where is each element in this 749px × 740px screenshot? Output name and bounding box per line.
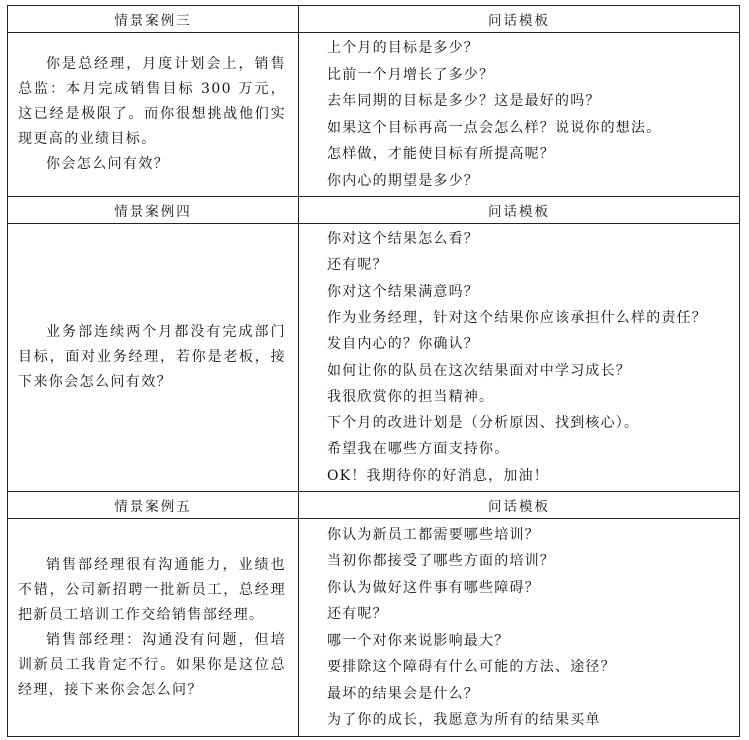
scenario-paragraph: 你是总经理，月度计划会上，销售总监：本月完成销售目标 300 万元，这已经是极限了。而你很想挑战他们实现更高的业绩目标。 — [18, 56, 286, 147]
question-item: 如何让你的队员在这次结果面对中学习成长？ — [327, 362, 631, 379]
scenario-header: 情景案例四 — [8, 197, 299, 224]
scenario-text — [8, 224, 299, 492]
question-item: 你内心的期望是多少？ — [327, 172, 479, 189]
question-list — [299, 224, 740, 492]
question-item: 发自内心的？你确认？ — [327, 336, 479, 353]
question-item: 还有呢？ — [327, 257, 388, 274]
template-header: 问话模板 — [299, 492, 740, 519]
question-item: 当初你都接受了哪些方面的培训？ — [327, 553, 555, 569]
question-item: 上个月的目标是多少？ — [327, 40, 479, 56]
question-item: OK！我期待你的好消息，加油！ — [327, 467, 549, 484]
question-item: 希望我在哪些方面支持你。 — [327, 441, 510, 458]
scenario-header: 情景案例五 — [8, 492, 299, 519]
question-item: 怎样做，才能使目标有所提高呢？ — [327, 146, 555, 162]
question-list — [299, 519, 740, 737]
scenario-paragraph: 销售部经理很有沟通能力，业绩也不错，公司新招聘一批新员工，总经理把新员工培训工作交给销售部经理。 — [18, 556, 286, 623]
scenario-text — [8, 519, 299, 737]
scenario-paragraph: 业务部连续两个月都没有完成部门目标，面对业务经理，若你是老板，接下来你会怎么问有效？ — [18, 324, 286, 390]
question-list — [299, 33, 740, 197]
question-item: 你认为新员工都需要哪些培训？ — [327, 526, 540, 543]
question-item: 还有呢？ — [327, 606, 388, 622]
question-item: 哪一个对你来说影响最大？ — [327, 632, 510, 649]
section-header-row — [8, 197, 740, 224]
question-item: 你对这个结果满意吗？ — [327, 283, 479, 300]
question-item: 你对这个结果怎么看？ — [327, 231, 479, 248]
question-item: 要排除这个障碍有什么可能的方法、途径？ — [327, 659, 616, 675]
scenario-header: 情景案例三 — [8, 6, 299, 33]
question-item: 你认为做好这件事有哪些障碍？ — [327, 579, 540, 596]
scenario-text — [8, 33, 299, 197]
scenario-paragraph: 销售部经理：沟通没有问题，但培训新员工我肯定不行。如果你是这位总经理，接下来你会怎么问？ — [18, 631, 286, 698]
section-header-row — [8, 6, 740, 33]
question-item: 下个月的改进计划是（分析原因、找到核心）。 — [327, 415, 640, 432]
question-item: 为了你的成长，我愿意为所有的结果买单 — [327, 712, 601, 728]
question-item: 如果这个目标再高一点会怎么样？说说你的想法。 — [327, 119, 662, 136]
case-table — [7, 5, 740, 737]
question-item: 最坏的结果会是什么？ — [327, 685, 479, 702]
template-header: 问话模板 — [299, 197, 740, 224]
section-body-row — [8, 224, 740, 492]
section-body-row — [8, 519, 740, 737]
question-item: 去年同期的目标是多少？这是最好的吗？ — [327, 93, 601, 109]
template-header: 问话模板 — [299, 6, 740, 33]
section-body-row — [8, 33, 740, 197]
question-item: 比前一个月增长了多少？ — [327, 66, 495, 83]
scenario-paragraph: 你会怎么问有效？ — [46, 156, 170, 172]
question-item: 我很欣赏你的担当精神。 — [327, 388, 495, 405]
section-header-row — [8, 492, 740, 519]
question-item: 作为业务经理，针对这个结果你应该承担什么样的责任？ — [327, 309, 707, 326]
